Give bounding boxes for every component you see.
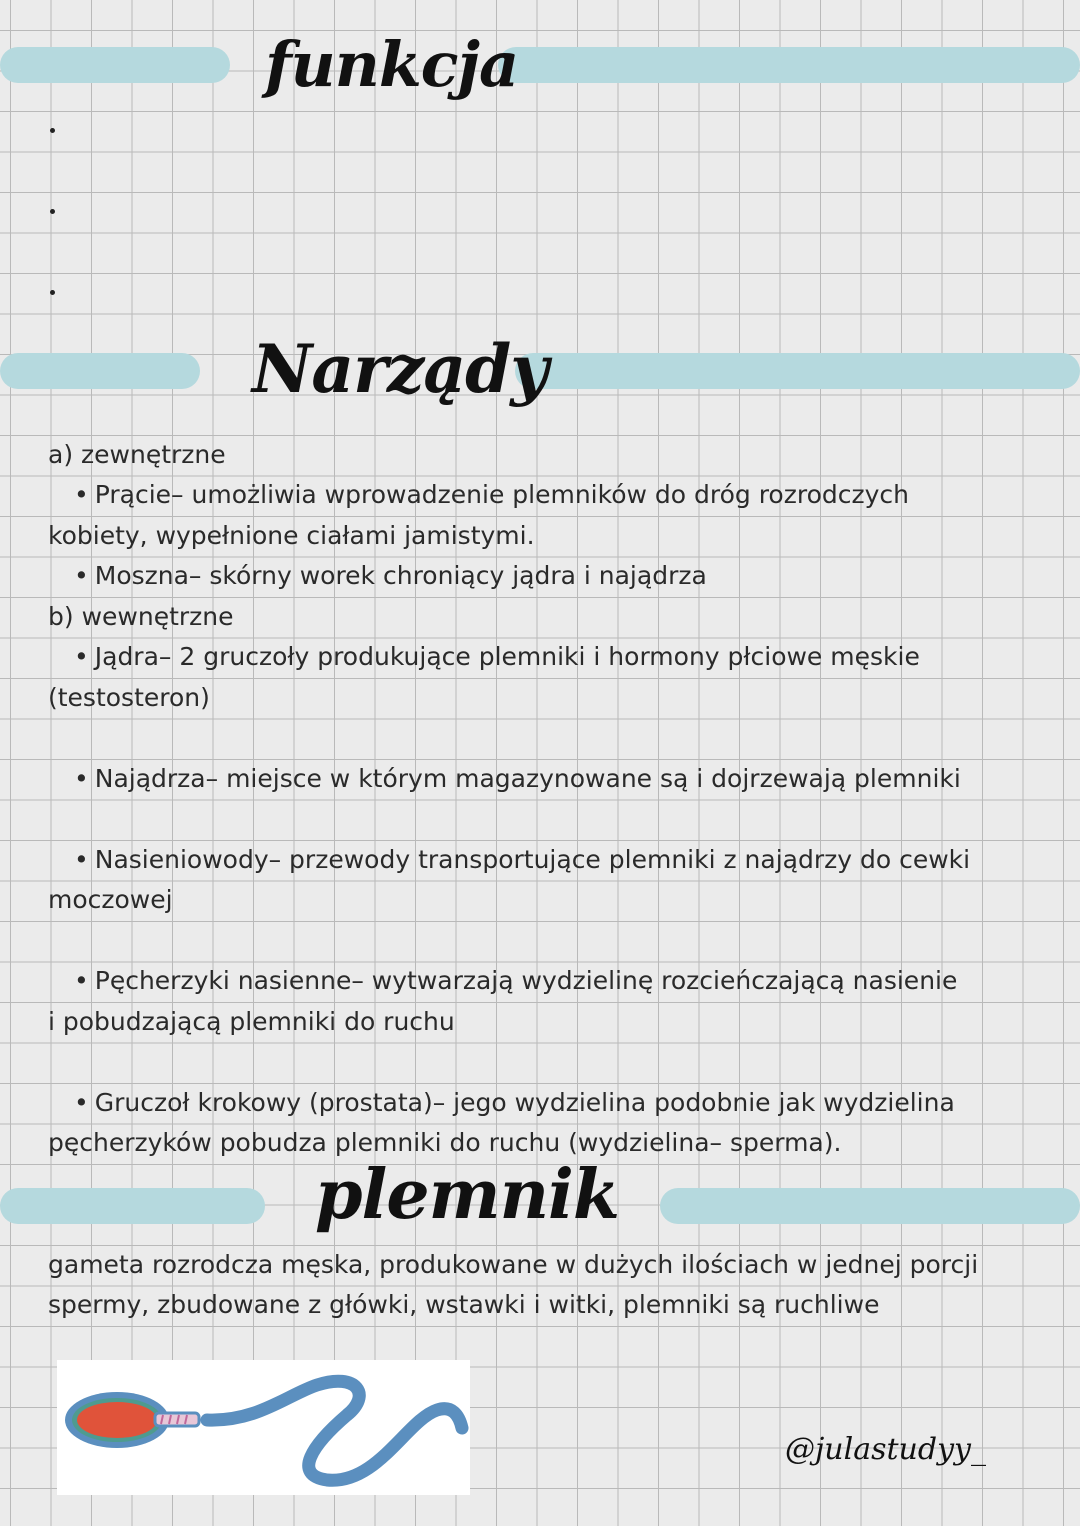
plemnik-definition-line1: gameta rozrodcza męska, produkowane w dużych ilościach w jednej porcji xyxy=(48,1250,979,1279)
bullet: • xyxy=(74,480,89,509)
header-band-left-narzady xyxy=(0,353,200,389)
section-title-funkcja: funkcja xyxy=(265,28,519,101)
empty-bullet-3 xyxy=(50,290,55,295)
bullet: • xyxy=(74,642,89,671)
section-title-narzady: Narządy xyxy=(252,330,548,408)
list-item-nasieniowody-cont: moczowej xyxy=(48,885,173,914)
subheading-external: a) zewnętrzne xyxy=(48,440,226,469)
sperm-tail xyxy=(207,1381,462,1480)
header-band-left-funkcja xyxy=(0,47,230,83)
list-item-pracie: • Prącie– umożliwia wprowadzenie plemników do dróg rozrodczych xyxy=(74,480,909,509)
list-item-jadra-cont: (testosteron) xyxy=(48,683,210,712)
header-band-right-funkcja xyxy=(498,47,1080,83)
list-item-moszna: • Moszna– skórny worek chroniący jądra i najądrza xyxy=(74,561,707,590)
list-item-nasieniowody: • Nasieniowody– przewody transportujące plemniki z najądrzy do cewki xyxy=(74,845,971,874)
bullet: • xyxy=(74,966,89,995)
list-item-pecherzyki: • Pęcherzyki nasienne– wytwarzają wydzielinę rozcieńczającą nasienie xyxy=(74,966,958,995)
subheading-internal: b) wewnętrzne xyxy=(48,602,234,631)
sperm-head-core xyxy=(77,1402,157,1438)
list-item-jadra: • Jądra– 2 gruczoły produkujące plemniki i hormony płciowe męskie xyxy=(74,642,920,671)
empty-bullet-1 xyxy=(50,128,55,133)
list-item-najadrza: • Najądrza– miejsce w którym magazynowane są i dojrzewają plemniki xyxy=(74,764,961,793)
author-signature: @julastudyy_ xyxy=(785,1432,986,1467)
sperm-illustration xyxy=(57,1360,470,1495)
list-item-prostata-cont: pęcherzyków pobudza plemniki do ruchu (wydzielina– sperma). xyxy=(48,1128,842,1157)
list-item-pecherzyki-cont: i pobudzającą plemniki do ruchu xyxy=(48,1007,455,1036)
bullet: • xyxy=(74,764,89,793)
list-item-pracie-cont: kobiety, wypełnione ciałami jamistymi. xyxy=(48,521,535,550)
bullet: • xyxy=(74,845,89,874)
bullet: • xyxy=(74,561,89,590)
header-band-right-plemnik xyxy=(660,1188,1080,1224)
plemnik-definition-line2: spermy, zbudowane z główki, wstawki i witki, plemniki są ruchliwe xyxy=(48,1290,880,1319)
empty-bullet-2 xyxy=(50,209,55,214)
section-title-plemnik: plemnik xyxy=(315,1155,619,1235)
bullet: • xyxy=(74,1088,89,1117)
sperm-drawing xyxy=(57,1360,470,1495)
header-band-left-plemnik xyxy=(0,1188,265,1224)
header-band-right-narzady xyxy=(515,353,1080,389)
list-item-prostata: • Gruczoł krokowy (prostata)– jego wydzielina podobnie jak wydzielina xyxy=(74,1088,955,1117)
